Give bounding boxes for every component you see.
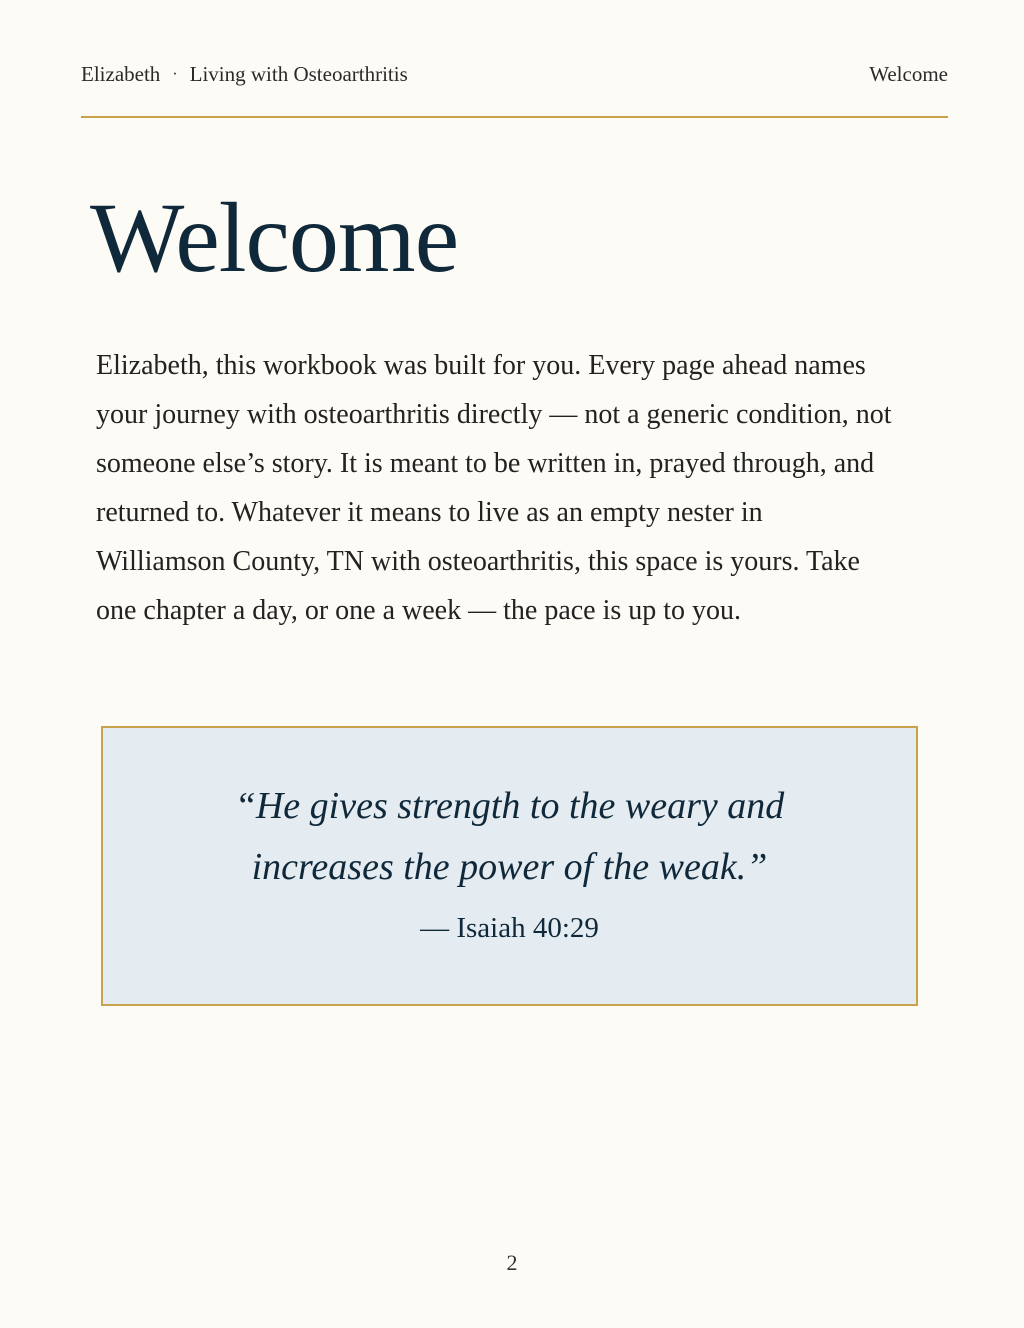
header-workbook-title: Living with Osteoarthritis <box>189 62 408 86</box>
scripture-quote: “He gives strength to the weary and increases the power of the weak.” <box>234 785 785 888</box>
page-number: 2 <box>506 1250 518 1275</box>
page-title: Welcome <box>90 182 459 293</box>
page-header <box>81 62 948 118</box>
intro-paragraph: Elizabeth, this workbook was built for you. Every page ahead names your journey with osteoarthritis directly — not a generic condition, not someone else’s story. It is meant to be written in, prayed through, and returned to. Whatever it means to live as an empty nester in Williamson County, TN with osteoarthritis, this space is yours. Take one chapter a day, or one a week — the pace is up to you. <box>96 350 892 626</box>
header-left <box>81 62 408 87</box>
header-reader-name: Elizabeth <box>81 62 161 86</box>
scripture-reference: — Isaiah 40:29 <box>420 912 599 944</box>
header-separator: · <box>172 66 178 83</box>
header-section-name: Welcome <box>869 62 948 86</box>
scripture-quote-box <box>101 726 918 1006</box>
